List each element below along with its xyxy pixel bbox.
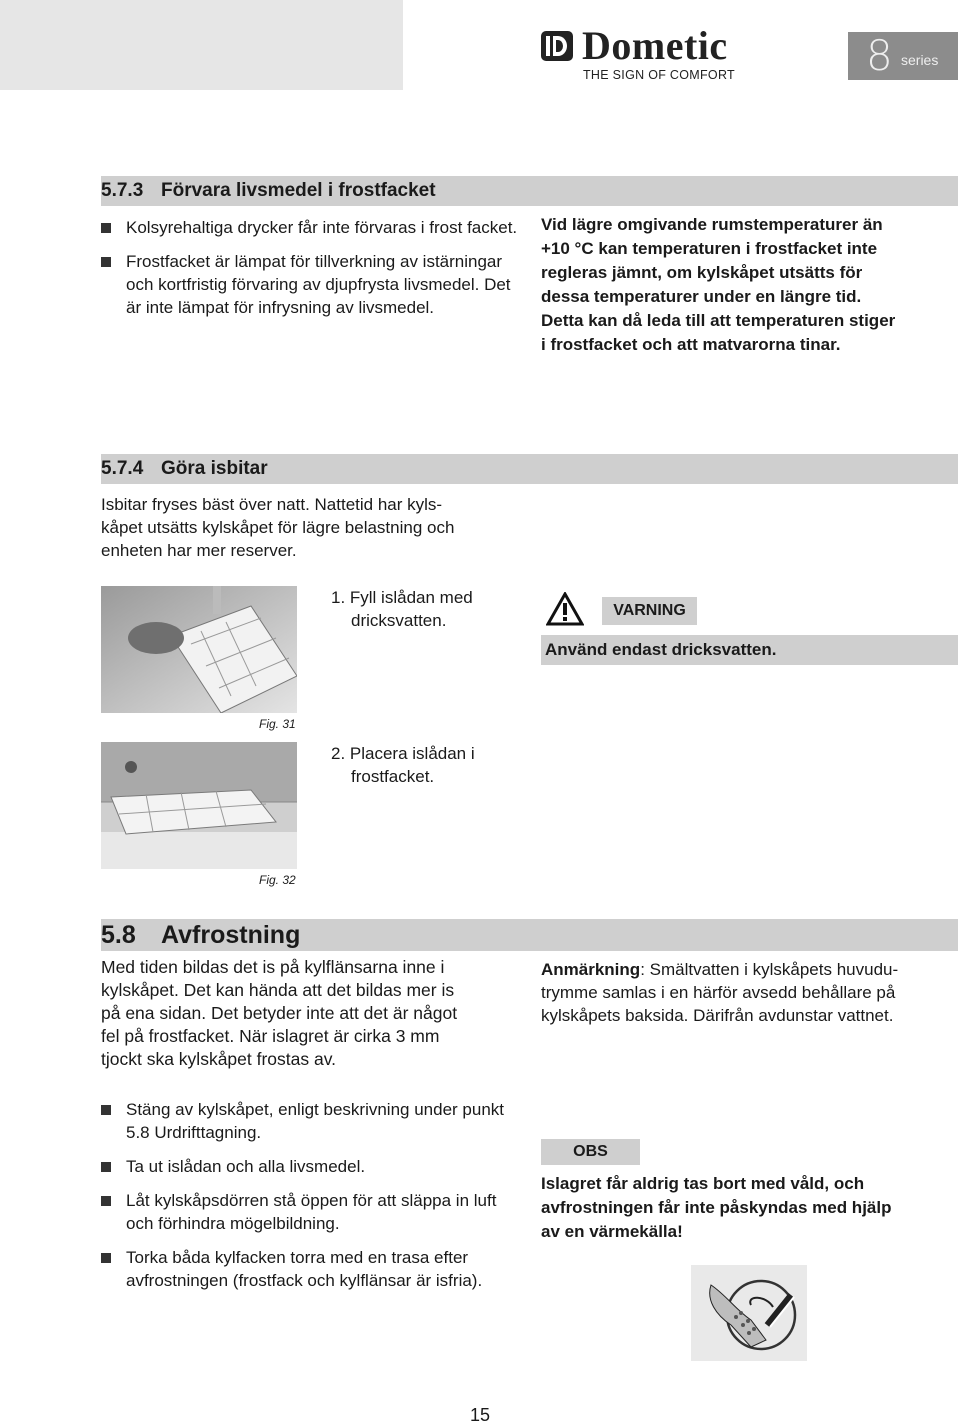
text-line: av en värmekälla! xyxy=(541,1222,683,1241)
temperature-warning-paragraph xyxy=(541,213,960,357)
brand-logo-text: Dometic xyxy=(582,23,728,68)
ice-tray-filling-photo xyxy=(101,586,297,713)
text-line: trymme samlas i en härför avsedd behållare på xyxy=(541,983,896,1002)
figure-caption: Fig. 31 xyxy=(259,717,296,731)
page-number: 15 xyxy=(469,1405,491,1425)
text-line: Islagret får aldrig tas bort med våld, och xyxy=(541,1174,865,1193)
text-line: +10 °C kan temperaturen i frostfacket inte xyxy=(541,239,878,258)
text-line: tjockt ska kylskåpet frostas av. xyxy=(101,1049,337,1069)
text-line: kylskåpet. Det kan hända att det bildas mer is xyxy=(101,980,455,1000)
text-line: avfrostningen får inte påskyndas med hjälp xyxy=(541,1198,892,1217)
text-line: regleras jämnt, om kylskåpet utsätts för xyxy=(541,263,863,282)
warning-triangle-icon xyxy=(546,592,584,626)
step-2-text xyxy=(331,742,475,788)
text-line: 2. Placera islådan i xyxy=(331,744,475,763)
note-label: Anmärkning xyxy=(541,960,641,979)
section-heading-574 xyxy=(101,454,958,484)
ice-tray-in-freezer-photo xyxy=(101,742,297,869)
ice-intro-paragraph xyxy=(101,493,531,562)
section-heading-573 xyxy=(101,176,958,206)
list-item: Stäng av kylskåpet, enligt beskrivning under punkt 5.8 Urdrifttagning. xyxy=(101,1098,526,1144)
dometic-logo-icon xyxy=(541,31,573,61)
brand-tagline: THE SIGN OF COMFORT xyxy=(583,68,735,82)
text-line: på ena sidan. Det betyder inte att det är något xyxy=(101,1003,458,1023)
section-number: 5.7.3 xyxy=(101,180,144,201)
text-line: kåpet utsätts kylskåpet för lägre belastning och xyxy=(101,518,455,537)
defrost-intro-paragraph xyxy=(101,956,521,1071)
text-line: i frostfacket och att matvarorna tinar. xyxy=(541,335,841,354)
text-line: dricksvatten. xyxy=(351,611,447,630)
text-line xyxy=(541,958,960,981)
storage-bullet-list xyxy=(101,216,521,319)
series-number: 8 xyxy=(866,31,893,80)
text-line: dessa temperaturer under en längre tid. xyxy=(541,287,862,306)
text-line: kylskåpets baksida. Därifrån avdunstar vattnet. xyxy=(541,1006,894,1025)
section-title: Avfrostning xyxy=(161,921,301,949)
note-paragraph xyxy=(541,958,960,1027)
text-line: Detta kan då leda till att temperaturen stiger xyxy=(541,311,896,330)
warning-label: VARNING xyxy=(602,597,697,625)
obs-paragraph xyxy=(541,1172,960,1244)
step-1-text xyxy=(331,586,473,632)
note-text: : Smältvatten i kylskåpets huvudu- xyxy=(640,960,899,979)
section-heading-58 xyxy=(101,919,958,951)
text-line: frostfacket. xyxy=(351,767,435,786)
text-line: Isbitar fryses bäst över natt. Nattetid har kyls- xyxy=(101,495,443,514)
obs-label: OBS xyxy=(541,1139,640,1165)
header-gray-block xyxy=(0,0,403,90)
list-item: Frostfacket är lämpat för tillverkning av istärningar och kortfristig förvaring av djupfrysta livsmedel. Det är inte lämpat för infrysning av livsmedel. xyxy=(101,250,521,319)
defrost-bullet-list xyxy=(101,1098,526,1292)
no-sharp-tools-pictogram xyxy=(691,1265,807,1361)
text-line: 1. Fyll islådan med xyxy=(331,588,473,607)
list-item: Kolsyrehaltiga drycker får inte förvaras i frost facket. xyxy=(101,216,521,239)
section-title: Göra isbitar xyxy=(161,458,268,479)
list-item: Torka båda kylfacken torra med en trasa efter avfrostningen (frostfack och kylflänsar är isfria). xyxy=(101,1246,526,1292)
section-number: 5.8 xyxy=(101,921,136,949)
text-line: Vid lägre omgivande rumstemperaturer än xyxy=(541,215,883,234)
warning-text: Använd endast dricksvatten. xyxy=(541,635,958,665)
list-item: Låt kylskåpsdörren stå öppen för att släppa in luft och förhindra mögelbildning. xyxy=(101,1189,526,1235)
text-line: fel på frostfacket. När islagret är cirka 3 mm xyxy=(101,1026,440,1046)
text-line: enheten har mer reserver. xyxy=(101,541,297,560)
text-line: Med tiden bildas det is på kylflänsarna inne i xyxy=(101,957,445,977)
series-word: series xyxy=(901,52,939,68)
figure-caption: Fig. 32 xyxy=(259,873,296,887)
list-item: Ta ut islådan och alla livsmedel. xyxy=(101,1155,526,1178)
series-badge xyxy=(848,32,958,80)
section-number: 5.7.4 xyxy=(101,458,144,479)
section-title: Förvara livsmedel i frostfacket xyxy=(161,180,436,201)
